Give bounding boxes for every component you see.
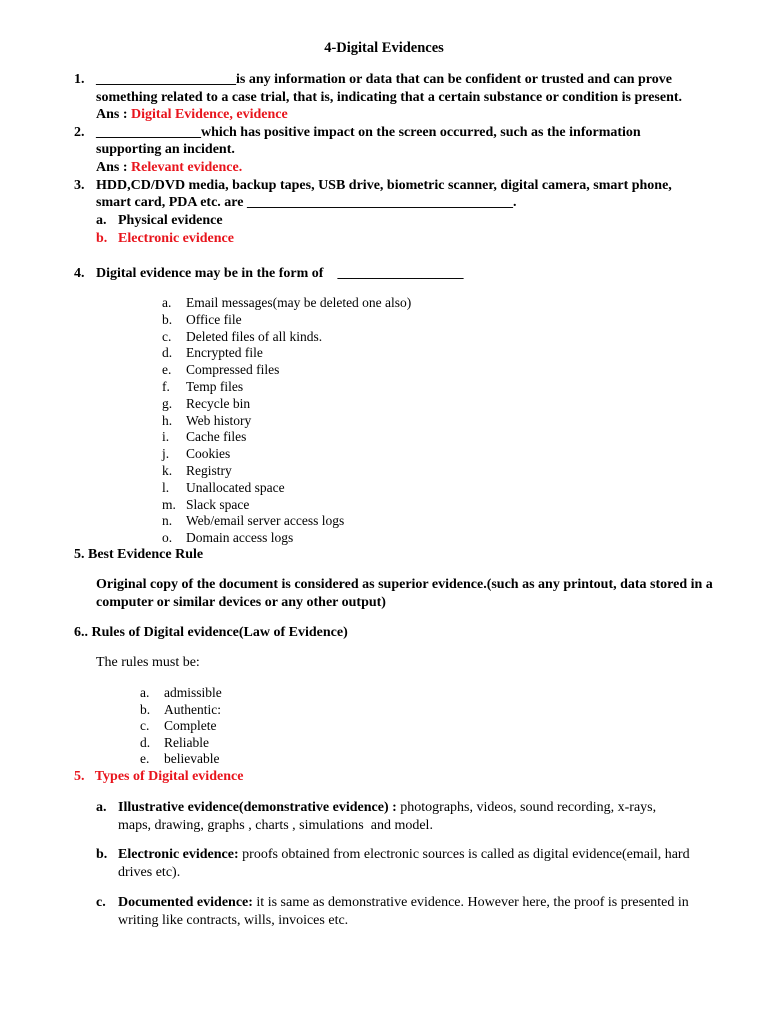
item-text: Cookies bbox=[186, 446, 231, 462]
item-text: Encrypted file bbox=[186, 345, 263, 361]
answer-label: Ans : bbox=[96, 107, 132, 122]
question-1-answer bbox=[96, 106, 288, 124]
section-types-heading: 5. Types of Digital evidence bbox=[74, 769, 244, 784]
question-3-option-b bbox=[96, 230, 234, 248]
item-letter: a. bbox=[162, 295, 172, 310]
item-text: believable bbox=[164, 751, 220, 766]
item-letter: b. bbox=[140, 701, 151, 717]
item-letter: m. bbox=[162, 496, 176, 512]
evidence-form-item bbox=[162, 480, 285, 497]
page-title: 4-Digital Evidences bbox=[324, 40, 444, 56]
answer-text: Digital Evidence, evidence bbox=[131, 107, 288, 122]
type-description: photographs, videos, sound recording, x-rays, bbox=[400, 800, 657, 815]
type-b-line-2: drives etc). bbox=[118, 865, 181, 880]
question-3-option-a bbox=[96, 212, 223, 230]
item-letter: f. bbox=[162, 379, 170, 394]
question-3-number: 3. bbox=[74, 178, 85, 193]
option-letter: a. bbox=[96, 213, 107, 228]
item-text: Complete bbox=[164, 718, 217, 733]
item-letter: n. bbox=[162, 513, 173, 529]
type-letter: a. bbox=[96, 800, 107, 815]
item-text: Temp files bbox=[186, 379, 244, 394]
question-1-line-1: ____________________is any information or data that can be confident or trusted and can prove bbox=[96, 72, 672, 87]
item-text: Authentic: bbox=[164, 701, 221, 717]
best-evidence-line-1: Original copy of the document is considered as superior evidence.(such as any printout, data stored in a bbox=[96, 577, 713, 592]
item-text: Office file bbox=[186, 311, 242, 327]
item-letter: g. bbox=[162, 395, 173, 411]
item-text: Slack space bbox=[186, 496, 250, 512]
evidence-form-item bbox=[162, 362, 279, 379]
item-text: Unallocated space bbox=[186, 479, 285, 495]
item-text: Reliable bbox=[164, 734, 209, 750]
question-2-number: 2. bbox=[74, 125, 85, 140]
question-3-line-1: HDD,CD/DVD media, backup tapes, USB drive, biometric scanner, digital camera, smart phone, bbox=[96, 178, 672, 193]
question-4-number: 4. bbox=[74, 266, 85, 281]
type-b-line-1 bbox=[96, 846, 690, 864]
type-description: proofs obtained from electronic sources is called as digital evidence(email, hard bbox=[242, 847, 690, 862]
item-letter: a. bbox=[140, 685, 150, 700]
item-text: admissible bbox=[164, 685, 222, 700]
type-letter: b. bbox=[96, 847, 108, 862]
question-1-line-2: something related to a case trial, that is, indicating that a certain substance or condition is present. bbox=[96, 90, 683, 105]
type-a-line-1 bbox=[96, 799, 656, 817]
item-text: Web/email server access logs bbox=[186, 513, 345, 529]
type-c-line-1 bbox=[96, 894, 689, 912]
answer-label: Ans : bbox=[96, 160, 132, 175]
item-letter: c. bbox=[162, 328, 172, 344]
question-3-line-2: smart card, PDA etc. are ______________________________________. bbox=[96, 195, 517, 210]
item-text: Domain access logs bbox=[186, 530, 294, 546]
evidence-form-item bbox=[162, 295, 411, 312]
evidence-form-item bbox=[162, 379, 243, 396]
item-letter: l. bbox=[162, 479, 170, 495]
item-text: Registry bbox=[186, 463, 232, 478]
type-description: it is same as demonstrative evidence. However here, the proof is presented in bbox=[256, 895, 689, 910]
item-letter: o. bbox=[162, 530, 173, 546]
evidence-form-item bbox=[162, 396, 250, 413]
evidence-form-item bbox=[162, 513, 344, 530]
option-text: Electronic evidence bbox=[118, 231, 234, 246]
item-letter: h. bbox=[162, 412, 173, 428]
item-text: Web history bbox=[186, 412, 252, 428]
option-text: Physical evidence bbox=[118, 213, 223, 228]
type-term: Electronic evidence: bbox=[118, 847, 243, 862]
question-2-line-1: _______________which has positive impact on the screen occurred, such as the information bbox=[96, 125, 641, 140]
item-letter: j. bbox=[162, 446, 170, 462]
item-text: Recycle bin bbox=[186, 395, 251, 411]
evidence-form-item bbox=[162, 413, 251, 430]
answer-text: Relevant evidence. bbox=[131, 160, 243, 175]
item-letter: d. bbox=[162, 345, 173, 361]
evidence-form-item bbox=[162, 345, 263, 362]
question-2-line-2: supporting an incident. bbox=[96, 142, 235, 157]
item-letter: d. bbox=[140, 734, 151, 750]
item-text: Compressed files bbox=[186, 362, 280, 378]
rules-intro: The rules must be: bbox=[96, 655, 200, 670]
rule-item bbox=[140, 751, 219, 768]
item-letter: k. bbox=[162, 463, 173, 478]
item-text: Cache files bbox=[186, 429, 247, 445]
rule-item bbox=[140, 735, 209, 752]
evidence-form-item bbox=[162, 329, 322, 346]
best-evidence-line-2: computer or similar devices or any other output) bbox=[96, 595, 386, 610]
item-letter: e. bbox=[140, 751, 150, 766]
type-term: Illustrative evidence(demonstrative evidence) : bbox=[118, 800, 401, 815]
item-letter: e. bbox=[162, 362, 172, 378]
evidence-form-item bbox=[162, 497, 249, 514]
evidence-form-item bbox=[162, 429, 246, 446]
type-a-line-2: maps, drawing, graphs , charts , simulations and model. bbox=[118, 818, 433, 833]
question-4-text: Digital evidence may be in the form of __________________ bbox=[96, 266, 464, 281]
type-c-line-2: writing like contracts, wills, invoices etc. bbox=[118, 913, 349, 928]
section-best-evidence-heading: 5. Best Evidence Rule bbox=[74, 547, 204, 562]
evidence-form-item bbox=[162, 446, 230, 463]
item-letter: c. bbox=[140, 718, 150, 733]
type-term: Documented evidence: bbox=[118, 895, 257, 910]
item-letter: b. bbox=[162, 311, 173, 327]
rule-item bbox=[140, 702, 221, 719]
item-text: Deleted files of all kinds. bbox=[186, 328, 323, 344]
rule-item bbox=[140, 718, 217, 735]
item-text: Email messages(may be deleted one also) bbox=[186, 295, 412, 310]
rule-item bbox=[140, 685, 222, 702]
question-1-number: 1. bbox=[74, 72, 85, 87]
type-letter: c. bbox=[96, 895, 106, 910]
question-2-answer bbox=[96, 159, 242, 177]
section-rules-heading: 6.. Rules of Digital evidence(Law of Evidence) bbox=[74, 625, 348, 640]
evidence-form-item bbox=[162, 463, 232, 480]
evidence-form-item bbox=[162, 530, 293, 547]
item-letter: i. bbox=[162, 429, 170, 445]
evidence-form-item bbox=[162, 312, 242, 329]
option-letter: b. bbox=[96, 231, 108, 246]
